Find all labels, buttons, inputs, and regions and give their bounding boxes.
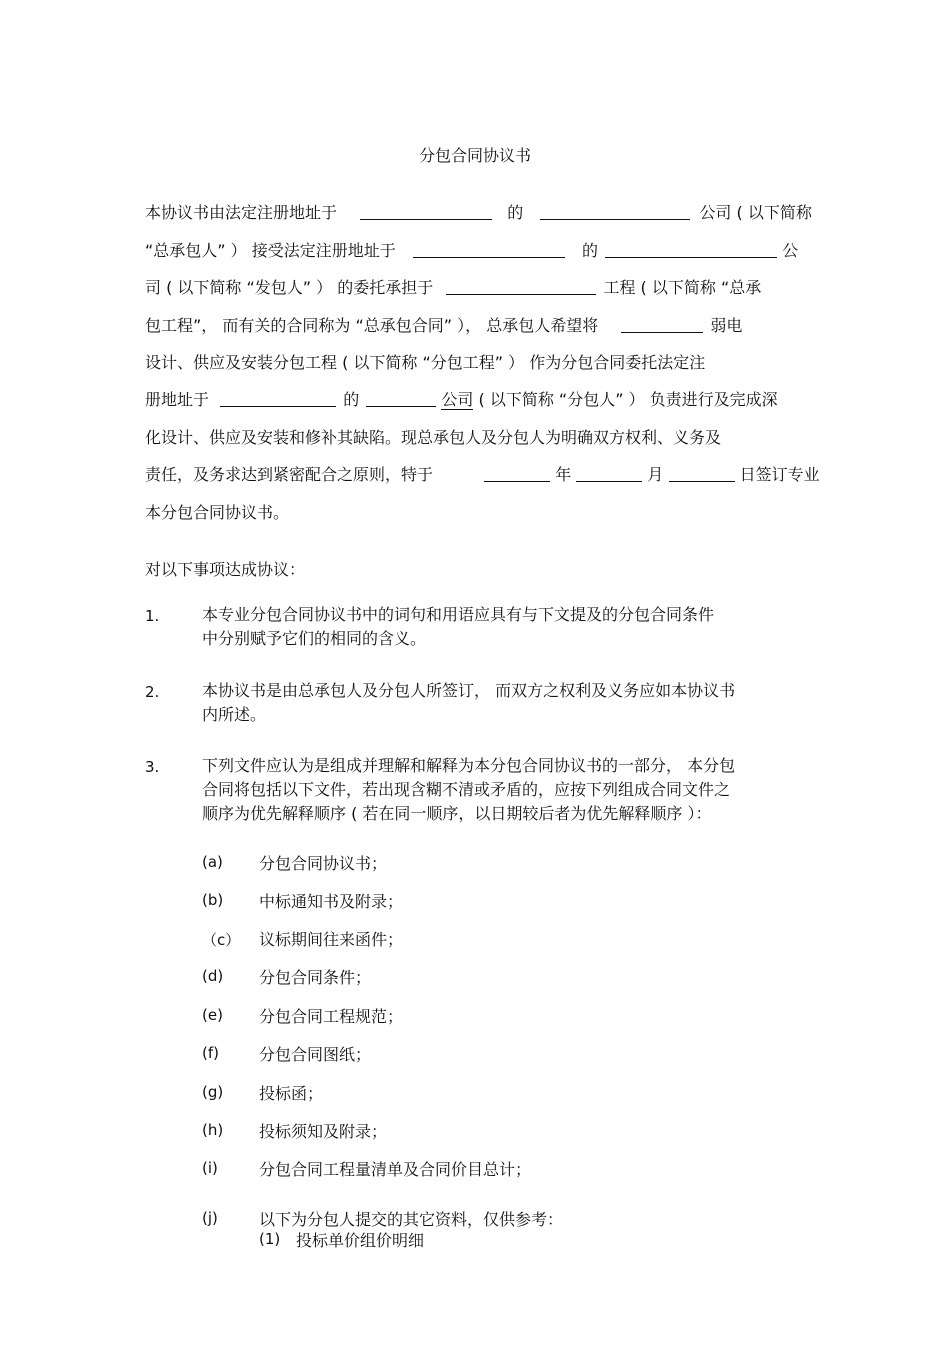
item-text: 本专业分包合同协议书中的词句和用语应具有与下文提及的分包合同条件 中分别赋予它们的相同的含义。	[202, 605, 715, 648]
item-number: 1.	[145, 607, 160, 625]
subitem-text: 分包合同条件；	[259, 968, 372, 987]
subitem-label: (d)	[202, 967, 224, 985]
blank-field[interactable]	[621, 316, 703, 333]
subitem-text: 分包合同图纸；	[259, 1045, 372, 1064]
preamble-line-9: 本分包合同协议书。	[145, 503, 290, 522]
blank-field[interactable]	[576, 465, 642, 482]
subitem-text: 以下为分包人提交的其它资料，仅供参考：	[259, 1210, 564, 1229]
blank-field[interactable]	[484, 465, 550, 482]
preamble-line-5: 设计、供应及安装分包工程 ( 以下简称 “分包工程” ） 作为分包合同委托法定注	[145, 353, 706, 372]
blank-field[interactable]	[413, 241, 565, 258]
subitem-text: 投标须知及附录；	[259, 1122, 388, 1141]
subitem-label: (e)	[202, 1006, 223, 1024]
blank-field[interactable]	[360, 203, 492, 220]
agreement-intro: 对以下事项达成协议：	[145, 560, 306, 579]
blank-field[interactable]	[220, 390, 336, 407]
subsubitem-text: 投标单价组价明细	[296, 1231, 425, 1250]
preamble-line-1: 本协议书由法定注册地址于 的 公司 ( 以下简称	[145, 203, 812, 222]
subitem-text: 分包合同协议书；	[259, 854, 388, 873]
subitem-label: (b)	[202, 891, 224, 909]
subitem-text: 分包合同工程规范；	[259, 1007, 404, 1026]
preamble-line-2: “总承包人” ） 接受法定注册地址于 的 公	[145, 241, 799, 260]
subitem-label: (a)	[202, 853, 223, 871]
item-number: 2.	[145, 683, 160, 701]
document-title: 分包合同协议书	[418, 146, 531, 165]
preamble-line-3: 司 ( 以下简称 “发包人” ） 的委托承担于 工程 ( 以下简称 “总承	[145, 278, 762, 297]
subitem-label: (f)	[202, 1044, 219, 1062]
subitem-label: （c）	[202, 931, 241, 949]
blank-field[interactable]	[446, 278, 596, 295]
preamble-line-4: 包工程”， 而有关的合同称为 “总承包合同” ）， 总承包人希望将 弱电	[145, 316, 743, 335]
subitem-label: (j)	[202, 1209, 218, 1227]
blank-field[interactable]	[366, 390, 436, 407]
subitem-text: 中标通知书及附录；	[259, 892, 404, 911]
subitem-label: (i)	[202, 1159, 218, 1177]
item-number: 3.	[145, 758, 160, 776]
subitem-text: 分包合同工程量清单及合同价目总计；	[259, 1160, 532, 1179]
blank-field[interactable]	[540, 203, 690, 220]
item-text: 本协议书是由总承包人及分包人所签订， 而双方之权利及义务应如本协议书 内所述。	[202, 681, 736, 724]
subsubitem-label: (1)	[259, 1230, 281, 1248]
subitem-label: (h)	[202, 1121, 224, 1139]
subitem-text: 投标函；	[259, 1084, 324, 1103]
preamble-line-8: 责任，及务求达到紧密配合之原则，特于 年 月 日签订专业	[145, 465, 820, 484]
blank-field[interactable]	[669, 465, 735, 482]
preamble-line-6: 册地址于 的 公司 ( 以下简称 “分包人” ） 负责进行及完成深	[145, 390, 778, 409]
subitem-label: (g)	[202, 1083, 224, 1101]
blank-field[interactable]	[605, 241, 777, 258]
subitem-text: 议标期间往来函件；	[259, 930, 404, 949]
preamble-line-7: 化设计、供应及安装和修补其缺陷。现总承包人及分包人为明确双方权利、义务及	[145, 428, 722, 447]
item-text: 下列文件应认为是组成并理解和解释为本分包合同协议书的一部分， 本分包 合同将包括以下文件，若出现含糊不清或矛盾的，应按下列组成合同文件之 顺序为优先解释顺序 ( 若在同一顺序，以日期较后者为优先解释顺序 ）：	[202, 756, 736, 823]
